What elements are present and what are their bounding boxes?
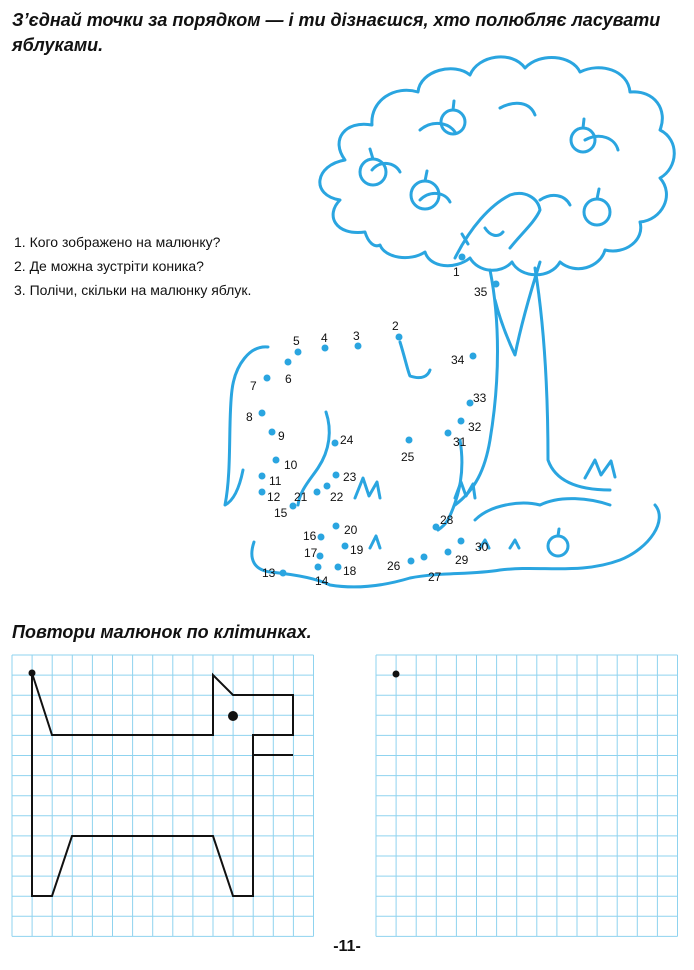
dot-marker bbox=[421, 554, 428, 561]
dot-marker bbox=[458, 538, 465, 545]
dot-number-label: 17 bbox=[304, 546, 318, 560]
section-subtitle: Повтори малюнок по клітинках. bbox=[12, 622, 312, 642]
dot-number-label: 16 bbox=[303, 529, 317, 543]
dot-number-label: 13 bbox=[262, 566, 276, 580]
dot-marker bbox=[433, 524, 440, 531]
dot-marker bbox=[342, 543, 349, 550]
dot-number-label: 29 bbox=[455, 553, 469, 567]
dot-number-label: 3 bbox=[353, 329, 360, 343]
dot-number-label: 2 bbox=[392, 319, 399, 333]
dot-number-label: 21 bbox=[294, 490, 308, 504]
dot-number-label: 26 bbox=[387, 559, 401, 573]
dot-marker bbox=[333, 523, 340, 530]
dot-marker bbox=[259, 410, 266, 417]
dot-number-label: 6 bbox=[285, 372, 292, 386]
dot-number-label: 28 bbox=[440, 513, 454, 527]
dot-number-label: 22 bbox=[330, 490, 344, 504]
dot-number-label: 30 bbox=[475, 540, 489, 554]
dot-number-label: 23 bbox=[343, 470, 357, 484]
apple-tree-crown bbox=[320, 57, 674, 275]
dot-marker bbox=[459, 254, 466, 261]
dot-number-label: 31 bbox=[453, 435, 467, 449]
dot-marker bbox=[324, 483, 331, 490]
dot-number-label: 27 bbox=[428, 570, 442, 584]
dot-marker bbox=[259, 473, 266, 480]
drawing-grid-left bbox=[12, 655, 314, 936]
dot-marker bbox=[458, 418, 465, 425]
dot-marker bbox=[396, 334, 403, 341]
dot-marker bbox=[406, 437, 413, 444]
dot-marker bbox=[355, 343, 362, 350]
dot-marker bbox=[295, 349, 302, 356]
dot-marker bbox=[259, 489, 266, 496]
question-item: 2. Де можна зустріти коника? bbox=[14, 258, 204, 274]
connect-dots-group bbox=[246, 254, 500, 589]
dot-marker bbox=[493, 281, 500, 288]
start-dot-right bbox=[393, 671, 400, 678]
dot-number-label: 14 bbox=[315, 574, 329, 588]
dot-marker bbox=[280, 570, 287, 577]
dot-marker bbox=[322, 345, 329, 352]
dot-marker bbox=[264, 375, 271, 382]
grass-icon bbox=[355, 460, 615, 548]
dot-marker bbox=[333, 472, 340, 479]
exercise-title: З’єднай точки за порядком — і ти дізнаєшся, хто полюбляє ласувати яблуками. bbox=[12, 10, 661, 55]
question-item: 3. Полічи, скільки на малюнку яблук. bbox=[14, 282, 252, 298]
dot-number-label: 33 bbox=[473, 391, 487, 405]
dot-marker bbox=[445, 430, 452, 437]
dot-number-label: 11 bbox=[269, 474, 282, 488]
dot-number-label: 8 bbox=[246, 410, 253, 424]
dot-number-label: 34 bbox=[451, 353, 465, 367]
dot-number-label: 7 bbox=[250, 379, 257, 393]
dot-number-label: 1 bbox=[453, 265, 460, 279]
dot-marker bbox=[315, 564, 322, 571]
dot-number-label: 10 bbox=[284, 458, 298, 472]
dot-marker bbox=[318, 534, 325, 541]
dot-marker bbox=[285, 359, 292, 366]
dot-marker bbox=[332, 440, 339, 447]
dot-number-label: 18 bbox=[343, 564, 357, 578]
dot-number-label: 4 bbox=[321, 331, 328, 345]
dog-figure-icon bbox=[32, 673, 293, 896]
dot-number-label: 19 bbox=[350, 543, 364, 557]
question-item: 1. Кого зображено на малюнку? bbox=[14, 234, 221, 250]
dot-marker bbox=[314, 489, 321, 496]
start-dot-left bbox=[29, 670, 36, 677]
dot-marker bbox=[335, 564, 342, 571]
dot-marker bbox=[317, 553, 324, 560]
dog-eye-dot bbox=[228, 711, 238, 721]
dot-number-label: 9 bbox=[278, 429, 285, 443]
page-number: -11- bbox=[333, 938, 361, 955]
dot-number-label: 25 bbox=[401, 450, 415, 464]
dot-marker bbox=[470, 353, 477, 360]
dot-marker bbox=[269, 429, 276, 436]
dot-number-label: 35 bbox=[474, 285, 488, 299]
drawing-grid-right bbox=[376, 655, 678, 936]
dot-number-label: 5 bbox=[293, 334, 300, 348]
dot-number-label: 32 bbox=[468, 420, 482, 434]
dot-marker bbox=[273, 457, 280, 464]
dot-number-label: 15 bbox=[274, 506, 288, 520]
dot-number-label: 12 bbox=[267, 490, 281, 504]
dot-marker bbox=[445, 549, 452, 556]
horse-head-icon bbox=[455, 193, 540, 258]
dot-marker bbox=[408, 558, 415, 565]
dot-number-label: 20 bbox=[344, 523, 358, 537]
dot-number-label: 24 bbox=[340, 433, 354, 447]
